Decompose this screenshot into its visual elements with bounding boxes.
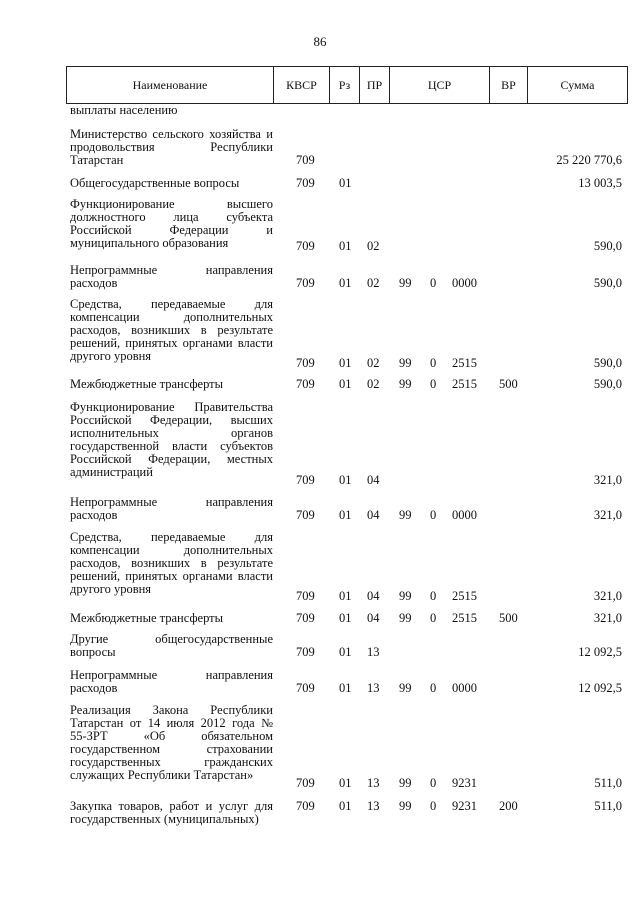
row-csr-subprogram: 0 [430,276,437,290]
table-row [0,104,640,118]
row-pr: 04 [367,589,380,603]
row-sum: 12 092,5 [578,645,622,659]
row-csr-direction: 9231 [452,799,477,813]
row-csr-subprogram: 0 [430,611,437,625]
row-sum: 590,0 [593,377,622,391]
row-sum: 13 003,5 [578,176,622,190]
row-csr-direction: 2515 [452,377,477,391]
row-name: Средства, передаваемые для компенсации дополнительных расходов, возникших в результате решений, принятых органами власти другого уровня [70,297,273,363]
row-name: Общегосударственные вопросы [70,176,240,190]
row-pr: 02 [367,276,380,290]
row-csr-direction: 0000 [452,508,477,522]
row-kvsr: 709 [296,239,315,253]
row-csr-subprogram: 0 [430,799,437,813]
row-name: Непрограммные направления расходов [70,263,273,290]
row-rz: 01 [339,276,352,290]
table-row [0,633,640,659]
table-row [0,496,640,522]
table-row [0,704,640,790]
row-csr-subprogram: 0 [430,681,437,695]
row-rz: 01 [339,776,352,790]
header-kvsr: КВСР [274,66,330,104]
row-kvsr: 709 [296,645,315,659]
row-kvsr: 709 [296,276,315,290]
row-name: Министерство сельского хозяйства и продовольствия Республики Татарстан [70,127,273,167]
row-sum: 590,0 [593,276,622,290]
row-pr: 13 [367,645,380,659]
row-kvsr: 709 [296,681,315,695]
row-name: Непрограммные направления расходов [70,668,273,695]
row-rz: 01 [339,176,352,190]
row-name: выплаты населению [70,103,178,117]
header-pr: ПР [360,66,390,104]
row-kvsr: 709 [296,611,315,625]
row-kvsr: 709 [296,176,315,190]
row-pr: 13 [367,681,380,695]
table-row [0,298,640,370]
header-sum: Сумма [528,66,628,104]
row-pr: 02 [367,377,380,391]
table-row [0,378,640,391]
row-vr: 500 [499,377,518,391]
row-rz: 01 [339,645,352,659]
row-sum: 25 220 770,6 [556,153,622,167]
row-csr-program: 99 [399,799,412,813]
row-kvsr: 709 [296,508,315,522]
row-csr-program: 99 [399,356,412,370]
row-sum: 321,0 [593,473,622,487]
row-rz: 01 [339,611,352,625]
row-pr: 04 [367,611,380,625]
header-name: Наименование [66,66,274,104]
row-sum: 590,0 [593,239,622,253]
row-csr-subprogram: 0 [430,776,437,790]
table-row [0,800,640,826]
row-csr-program: 99 [399,681,412,695]
row-rz: 01 [339,239,352,253]
row-name: Закупка товаров, работ и услуг для государственных (муниципальных) [70,799,273,826]
table-row [0,198,640,253]
row-sum: 590,0 [593,356,622,370]
row-name: Другие общегосударственные вопросы [70,632,273,659]
row-name: Непрограммные направления расходов [70,495,273,522]
row-sum: 321,0 [593,589,622,603]
row-rz: 01 [339,589,352,603]
row-kvsr: 709 [296,776,315,790]
row-name: Средства, передаваемые для компенсации дополнительных расходов, возникших в результате решений, принятых органами власти другого уровня [70,530,273,596]
row-rz: 01 [339,508,352,522]
row-sum: 321,0 [593,611,622,625]
table-row [0,669,640,695]
header-csr: ЦСР [390,66,490,104]
table-row [0,401,640,487]
row-rz: 01 [339,681,352,695]
row-kvsr: 709 [296,377,315,391]
row-csr-program: 99 [399,776,412,790]
row-name: Функционирование высшего должностного лица субъекта Российской Федерации и муниципального образования [70,197,273,250]
row-sum: 12 092,5 [578,681,622,695]
row-csr-program: 99 [399,508,412,522]
row-csr-subprogram: 0 [430,377,437,391]
row-pr: 04 [367,508,380,522]
row-name: Функционирование Правительства Российской Федерации, высших исполнительных органов государственной власти субъектов Российской Федерации, местных администраций [70,400,273,479]
row-csr-direction: 2515 [452,356,477,370]
row-name: Межбюджетные трансферты [70,377,224,391]
row-kvsr: 709 [296,589,315,603]
row-csr-program: 99 [399,276,412,290]
row-csr-program: 99 [399,589,412,603]
row-sum: 511,0 [594,776,622,790]
row-pr: 13 [367,799,380,813]
row-pr: 02 [367,356,380,370]
row-csr-program: 99 [399,377,412,391]
table-row [0,177,640,190]
row-rz: 01 [339,377,352,391]
row-csr-program: 99 [399,611,412,625]
row-kvsr: 709 [296,356,315,370]
row-csr-direction: 9231 [452,776,477,790]
row-pr: 13 [367,776,380,790]
row-csr-direction: 2515 [452,611,477,625]
row-kvsr: 709 [296,473,315,487]
row-sum: 511,0 [594,799,622,813]
row-kvsr: 709 [296,799,315,813]
header-rz: Рз [330,66,360,104]
row-name: Реализация Закона Республики Татарстан от 14 июля 2012 года № 55-ЗРТ «Об обязательном государственном страховании государственных гражданских служащих Республики Татарстан» [70,703,273,782]
row-rz: 01 [339,799,352,813]
row-pr: 02 [367,239,380,253]
row-csr-direction: 0000 [452,681,477,695]
header-vr: ВР [490,66,528,104]
row-sum: 321,0 [593,508,622,522]
row-csr-subprogram: 0 [430,589,437,603]
row-csr-subprogram: 0 [430,508,437,522]
row-csr-subprogram: 0 [430,356,437,370]
page-number: 86 [313,34,327,49]
row-rz: 01 [339,356,352,370]
table-row [0,531,640,603]
table-row [0,128,640,167]
row-csr-direction: 2515 [452,589,477,603]
row-kvsr: 709 [296,153,315,167]
table-row [0,612,640,625]
row-name: Межбюджетные трансферты [70,611,224,625]
table-row [0,264,640,290]
row-rz: 01 [339,473,352,487]
row-pr: 04 [367,473,380,487]
row-vr: 200 [499,799,518,813]
row-csr-direction: 0000 [452,276,477,290]
row-vr: 500 [499,611,518,625]
